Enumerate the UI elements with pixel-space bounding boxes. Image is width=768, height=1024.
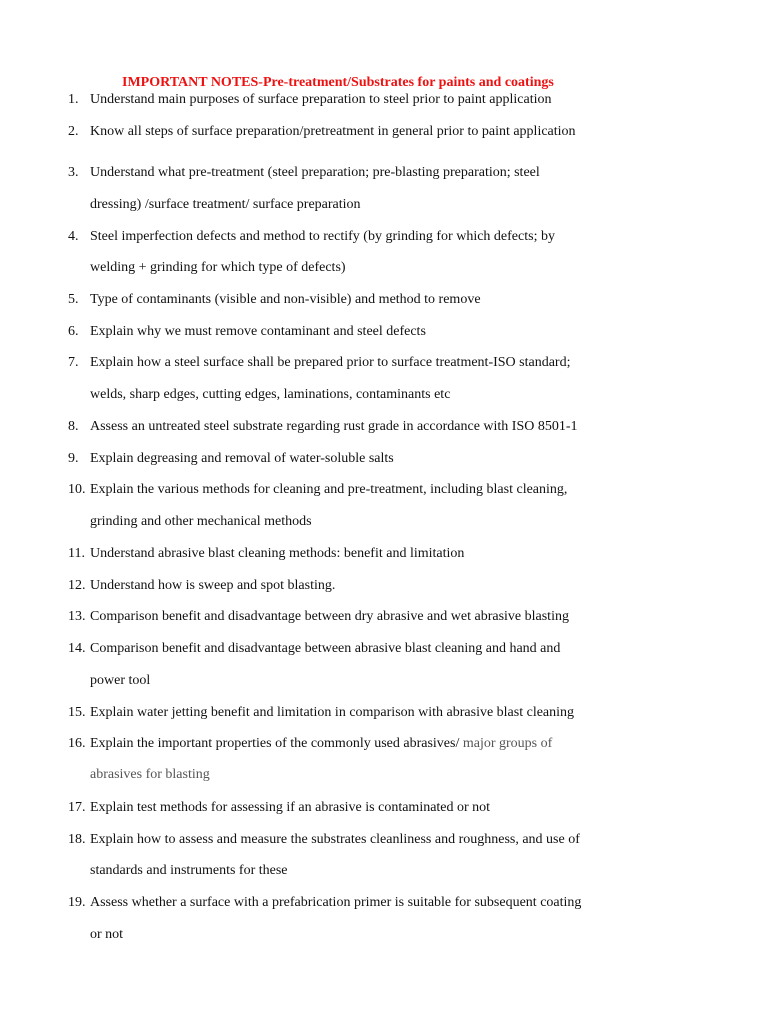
- item-number: 6.: [68, 324, 79, 339]
- item-text: Know all steps of surface preparation/pretreatment in general prior to paint application: [90, 124, 576, 139]
- item-number: 10.: [68, 482, 86, 497]
- item-number: 2.: [68, 124, 79, 139]
- item-number: 7.: [68, 355, 79, 370]
- item-text-continued: dressing) /surface treatment/ surface preparation: [90, 197, 361, 212]
- item-number: 15.: [68, 705, 86, 720]
- item-text-continued: welding + grinding for which type of defects): [90, 260, 346, 275]
- item-number: 14.: [68, 641, 86, 656]
- item-text: Explain why we must remove contaminant and steel defects: [90, 324, 426, 339]
- item-number: 4.: [68, 229, 79, 244]
- item-text-continued: or not: [90, 927, 124, 942]
- item-text: Understand main purposes of surface preparation to steel prior to paint application: [90, 92, 552, 107]
- item-text-muted: major groups of: [462, 736, 553, 751]
- item-text: Explain the various methods for cleaning and pre-treatment, including blast cleaning,: [90, 482, 568, 497]
- item-number: 13.: [68, 609, 86, 624]
- item-number: 9.: [68, 451, 79, 466]
- item-number: 3.: [68, 165, 79, 180]
- item-text: Assess whether a surface with a prefabrication primer is suitable for subsequent coating: [90, 895, 582, 910]
- item-number: 8.: [68, 419, 79, 434]
- item-text: Explain degreasing and removal of water-soluble salts: [90, 451, 394, 466]
- item-number: 5.: [68, 292, 79, 307]
- item-text: Steel imperfection defects and method to rectify (by grinding for which defects; by: [90, 229, 555, 244]
- item-number: 18.: [68, 832, 86, 847]
- item-number: 1.: [68, 92, 79, 107]
- item-text: [90, 736, 552, 752]
- item-text: Assess an untreated steel substrate regarding rust grade in accordance with ISO 8501-1: [90, 419, 578, 434]
- item-number: 11.: [68, 546, 85, 561]
- document-title: IMPORTANT NOTES-Pre-treatment/Substrates for paints and coatings: [122, 75, 554, 90]
- item-text-continued: standards and instruments for these: [90, 863, 288, 878]
- item-text: Understand what pre-treatment (steel preparation; pre-blasting preparation; steel: [90, 165, 540, 180]
- item-text: Explain how to assess and measure the substrates cleanliness and roughness, and use of: [90, 832, 580, 847]
- item-text-continued: grinding and other mechanical methods: [90, 514, 312, 529]
- item-text-continued: abrasives for blasting: [90, 767, 210, 782]
- item-text-continued: welds, sharp edges, cutting edges, laminations, contaminants etc: [90, 387, 451, 402]
- item-number: 12.: [68, 578, 86, 593]
- item-text: Comparison benefit and disadvantage between abrasive blast cleaning and hand and: [90, 641, 561, 656]
- item-text-main: Explain the important properties of the commonly used abrasives/: [90, 736, 460, 751]
- item-number: 17.: [68, 800, 86, 815]
- item-text: Type of contaminants (visible and non-visible) and method to remove: [90, 292, 481, 307]
- item-text: Understand how is sweep and spot blasting.: [90, 578, 336, 593]
- item-text: Explain how a steel surface shall be prepared prior to surface treatment-ISO standard;: [90, 355, 571, 370]
- item-number: 16.: [68, 736, 86, 751]
- item-text: Explain test methods for assessing if an abrasive is contaminated or not: [90, 800, 491, 815]
- item-text: Understand abrasive blast cleaning methods: benefit and limitation: [90, 546, 465, 561]
- item-number: 19.: [68, 895, 86, 910]
- item-text: Explain water jetting benefit and limitation in comparison with abrasive blast cleaning: [90, 705, 575, 720]
- item-text-continued: power tool: [90, 673, 151, 688]
- item-text: Comparison benefit and disadvantage between dry abrasive and wet abrasive blasting: [90, 609, 569, 624]
